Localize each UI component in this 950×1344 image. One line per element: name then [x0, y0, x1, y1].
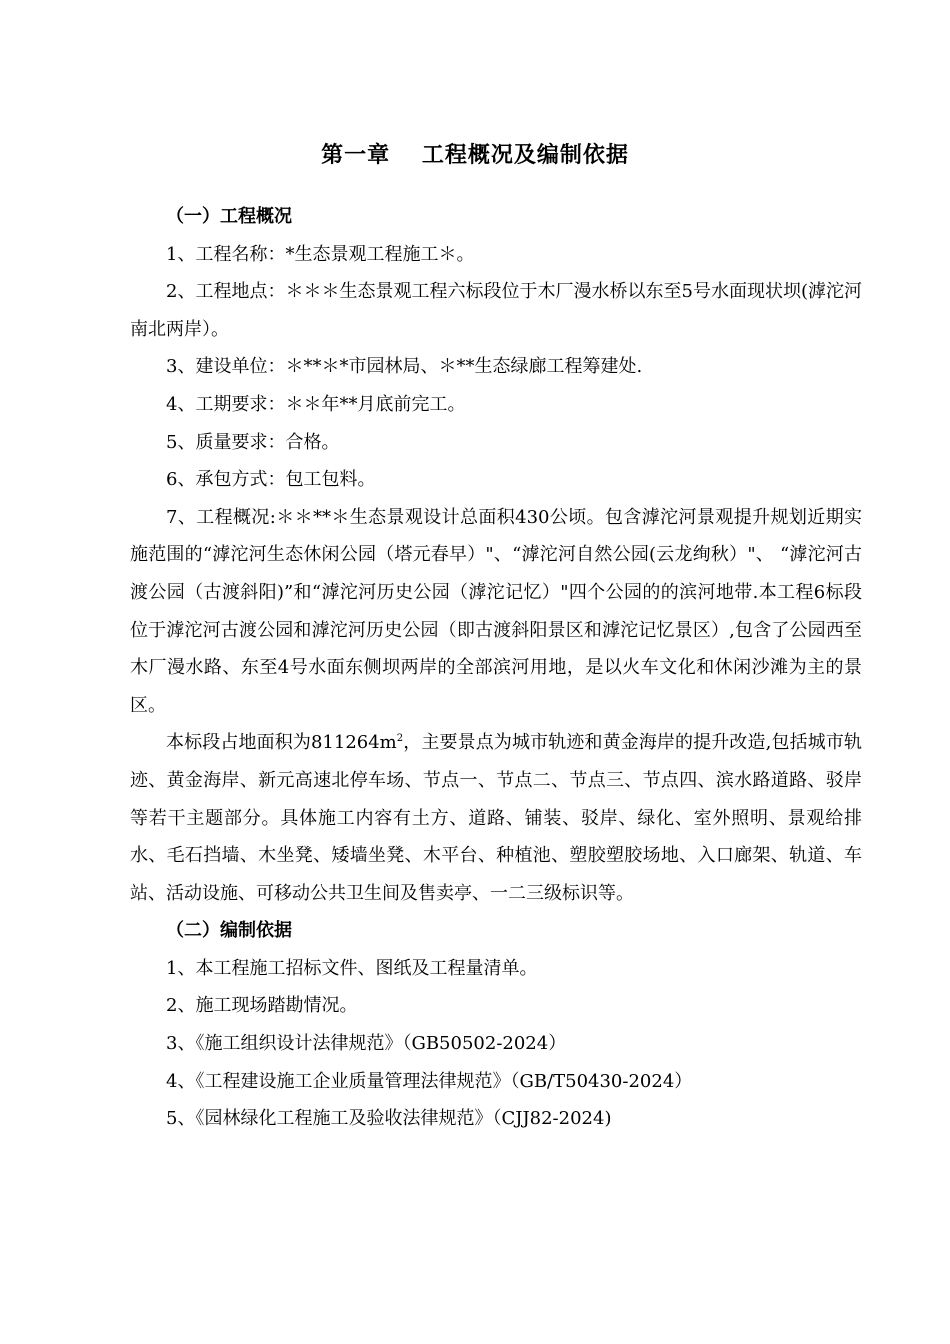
chapter-title: 第一章 工程概况及编制依据 — [321, 143, 629, 168]
basis-item: 2、施工现场踏勘情况。 — [166, 995, 358, 1017]
overview-item: 3、建设单位：＊**＊*市园林局、＊**生态绿廊工程筹建处. — [166, 356, 643, 378]
area-unit-superscript: 2 — [396, 733, 404, 745]
document-body — [130, 198, 862, 1138]
section-heading-basis: （二）编制依据 — [166, 920, 292, 942]
basis-item: 3、《施工组织设计法律规范》（GB50502-2024） — [166, 1033, 567, 1055]
area-text-after: ，主要景点为城市轨迹和黄金海岸的提升改造,包括城市轨迹、黄金海岸、新元高速北停车场、节点一、节点二、节点三、节点四、滨水路道路、驳岸等若干主题部分。具体施工内容有土方、道路、铺装、驳岸、绿化、室外照明、景观给排水、毛石挡墙、木坐凳、矮墙坐凳、木平台、种植池、塑胶塑胶场地、入口廊架、轨道、车站、活动设施、可移动公共卫生间及售卖亭、一二三级标识等。 — [130, 732, 862, 904]
area-paragraph — [130, 724, 862, 912]
section-heading-overview: （一）工程概况 — [166, 206, 292, 227]
basis-item: 5、《园林绿化工程施工及验收法律规范》（CJJ82-2024) — [166, 1108, 612, 1130]
overview-item: 5、质量要求：合格。 — [166, 431, 340, 453]
overview-item: 4、工期要求：＊＊年**月底前完工。 — [166, 393, 466, 415]
overview-item: 7、工程概况:＊＊**＊生态景观设计总面积430公顷。包含滹沱河景观提升规划近期实施范围的“滹沱河生态休闲公园（塔元春早）"、“滹沱河自然公园(云龙绚秋）"、 “滹沱河古渡公园（古渡斜阳)”和“滹沱河历史公园（滹沱记忆）"四个公园的的滨河地带.本工程6标段位于滹沱河古渡公园和滹沱河历史公园（即古渡斜阳景区和滹沱记忆景区）,包含了公园西至木厂漫水路、东至4号水面东侧坝两岸的全部滨河用地，是以火车文化和休闲沙滩为主的景区。 — [130, 506, 862, 716]
overview-item: 1、工程名称：*生态景观工程施工＊。 — [166, 243, 475, 265]
basis-item: 1、本工程施工招标文件、图纸及工程量清单。 — [166, 957, 538, 979]
overview-item: 6、承包方式：包工包料。 — [166, 469, 376, 491]
overview-item: 2、工程地点：＊＊＊生态景观工程六标段位于木厂漫水桥以东至5号水面现状坝(滹沱河南北两岸）。 — [130, 281, 862, 340]
basis-item: 4、《工程建设施工企业质量管理法律规范》（GB/T50430-2024） — [166, 1070, 693, 1092]
area-text-before: 本标段占地面积为811264m — [166, 732, 397, 754]
